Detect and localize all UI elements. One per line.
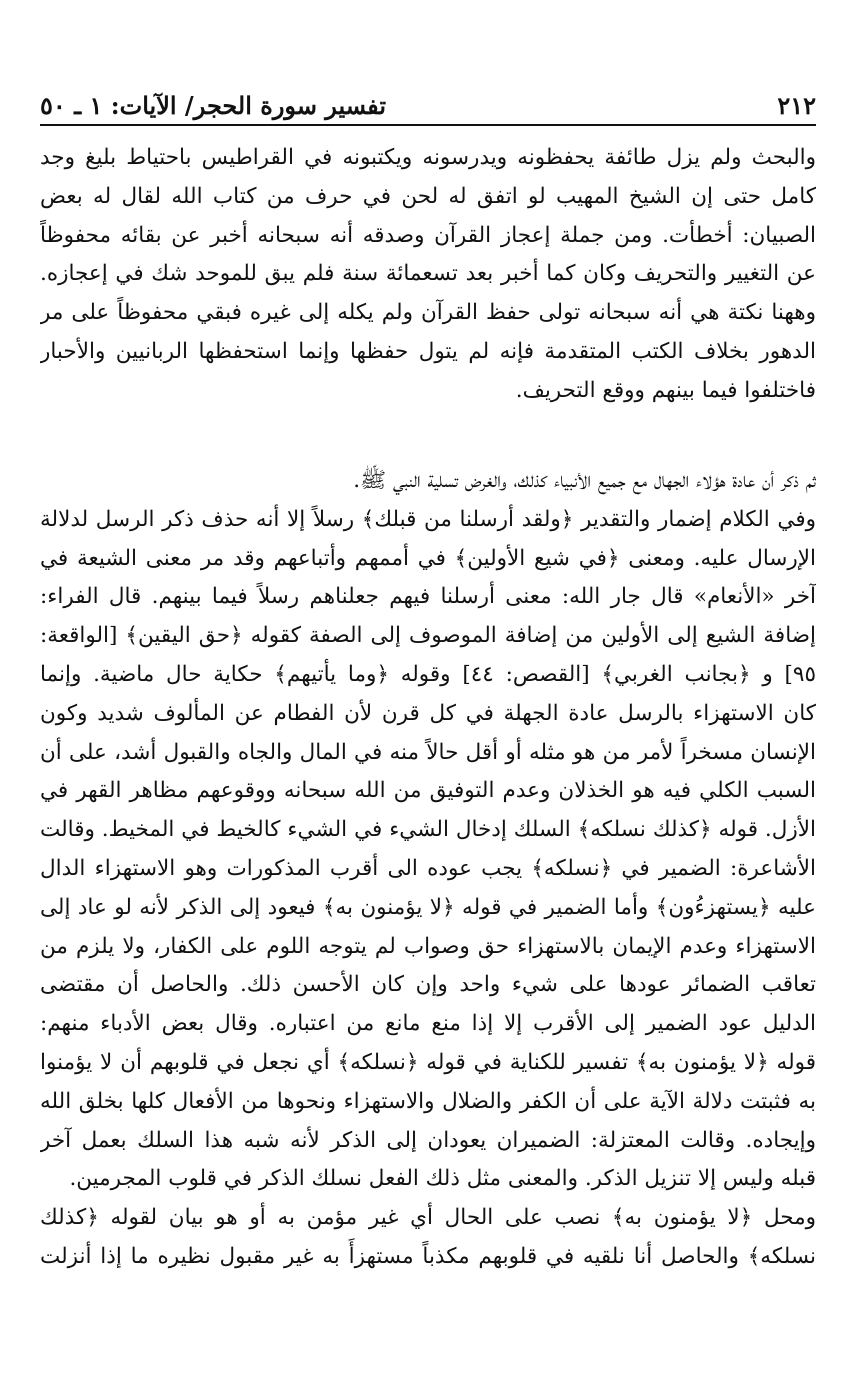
text-line: ومحل ﴿لا يؤمنون به﴾ نصب على الحال أي غير مؤمن به أو هو بيان لقوله ﴿كذلك — [40, 1205, 816, 1231]
text-line: السبب الكلي فيه هو الخذلان وعدم التوفيق من الله سبحانه ووقوعهم مظاهر القهر في — [40, 778, 816, 804]
text-line: ٩٥] و ﴿بجانب الغربي﴾ [القصص: ٤٤] وقوله ﴿وما يأتيهم﴾ حكاية حال ماضية. وإنما — [40, 661, 816, 687]
text-line: ثم ذكر أن عادة هؤلاء الجهال مع جميع الأنبياء كذلك، والغرض تسلية النبي ﷺ. — [353, 468, 816, 493]
text-line: عن التغيير والتحريف وكان كما أخبر بعد تسعمائة سنة فلم يبق للموحد شك في إعجازه. — [40, 261, 816, 287]
text-line: به فثبتت دلالة الآية على أن الكفر والضلال والاستهزاء ونحوها من الأفعال كلها بخلق الله — [40, 1088, 816, 1114]
text-line: الأزل. قوله ﴿كذلك نسلكه﴾ السلك إدخال الشيء في الشيء كالخيط في المخيط. وقالت — [40, 817, 816, 843]
text-line: كامل حتى إن الشيخ المهيب لو اتفق له لحن في حرف من كتاب الله لقال له بعض — [40, 183, 816, 209]
text-line: قبله وليس إلا تنزيل الذكر. والمعنى مثل ذلك الفعل نسلك الذكر في قلوب المجرمين. — [69, 1166, 816, 1192]
running-title: تفسير سورة الحجر/ الآيات: ١ ـ ٥٠ — [40, 91, 387, 120]
text-line: آخر «الأنعام» قال جار الله: معنى أرسلنا فيهم جعلناهم رسلاً فيما بينهم. قال الفراء: — [40, 584, 816, 610]
paragraph-2 — [40, 462, 816, 1277]
text-line: وفي الكلام إضمار والتقدير ﴿ولقد أرسلنا من قبلك﴾ رسلاً إلا أنه حذف ذكر الرسل لدلالة — [40, 506, 816, 532]
text-line: إضافة الشيع إلى الأولين من إضافة الموصوف إلى الصفة كقوله ﴿حق اليقين﴾ [الواقعة: — [40, 623, 816, 649]
text-line: الصبيان: أخطأت. ومن جملة إعجاز القرآن وصدقه أنه سبحانه أخبر عن بقائه محفوظاً — [40, 222, 816, 248]
text-line: الأشاعرة: الضمير في ﴿نسلكه﴾ يجب عوده الى أقرب المذكورات وهو الاستهزاء الدال — [40, 855, 816, 881]
page-header — [40, 84, 816, 120]
text-line: نسلكه﴾ والحاصل أنا نلقيه في قلوبهم مكذباً مستهزأً به غير مقبول نظيره ما إذا أنزلت — [40, 1243, 816, 1269]
text-line: الإنسان مسخراً لأمر من هو مثله أو أقل حالاً منه في المال والجاه والقبول أشد، على أن — [40, 739, 816, 765]
text-line: كان الاستهزاء بالرسل عادة الجهلة في كل قرن لأن الفطام عن المألوف شديد وكون — [40, 700, 816, 726]
text-line: والبحث ولم يزل طائفة يحفظونه ويدرسونه ويكتبونه في القراطيس باحتياط بليغ وجد — [40, 145, 816, 170]
text-line: فاختلفوا فيما بينهم ووقع التحريف. — [515, 377, 816, 403]
text-line: الاستهزاء وعدم الإيمان بالاستهزاء حق وصواب لم يتوجه اللوم على الكفار، ولا يلزم من — [40, 933, 816, 959]
page-number: ٢١٢ — [777, 91, 816, 120]
text-line: الدهور بخلاف الكتب المتقدمة فإنه لم يتول حفظها وإنما استحفظها الربانيين والأحبار — [40, 338, 816, 364]
text-line: الدليل عود الضمير إلى الأقرب إلا إذا منع مانع من اعتباره. وقال بعض الأدباء منهم: — [40, 1011, 816, 1037]
text-line: وههنا نكتة هي أنه سبحانه تولى حفظ القرآن ولم يكله إلى غيره فبقي محفوظاً على مر — [40, 300, 816, 326]
paragraph-1 — [40, 139, 816, 411]
text-line: وإيجاده. وقالت المعتزلة: الضميران يعودان إلى الذكر لأنه شبه هذا السلك بعمل آخر — [40, 1127, 816, 1153]
text-line: قوله ﴿لا يؤمنون به﴾ تفسير للكناية في قوله ﴿نسلكه﴾ أي نجعل في قلوبهم أن لا يؤمنوا — [40, 1049, 816, 1075]
header-divider — [40, 124, 816, 126]
text-line: عليه ﴿يستهزءُون﴾ وأما الضمير في قوله ﴿لا يؤمنون به﴾ فيعود إلى الذكر لأنه لو عاد إلى — [40, 894, 816, 920]
text-line: الإرسال عليه. ومعنى ﴿في شيع الأولين﴾ في أممهم وأتباعهم وقد مر معنى الشيعة في — [40, 545, 816, 571]
text-line: تعاقب الضمائر عودها على شيء واحد وإن كان الأحسن ذلك. والحاصل أن مقتضى — [40, 972, 816, 998]
